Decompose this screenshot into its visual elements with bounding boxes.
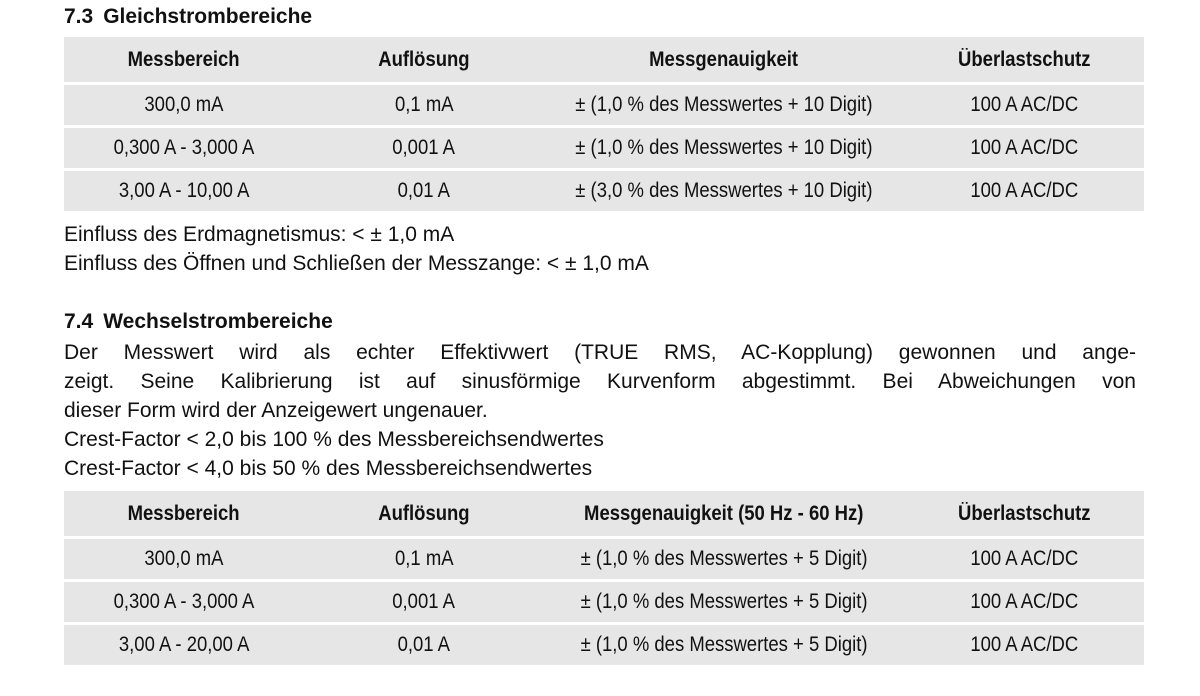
dc-current-ranges-table: [64, 37, 1144, 211]
cell-accuracy: ± (3,0 % des Messwertes + 10 Digit): [544, 171, 904, 211]
cell-overload: 100 A AC/DC: [904, 625, 1144, 665]
cell-overload: 100 A AC/DC: [904, 582, 1144, 625]
section-heading-7-4: [64, 310, 333, 334]
table-row: [64, 128, 1144, 171]
table-row: [64, 582, 1144, 625]
section-7-3-notes: [64, 220, 1136, 278]
cell-resolution: 0,01 A: [304, 625, 544, 665]
cell-resolution: 0,001 A: [304, 582, 544, 625]
section-heading-7-3: [64, 5, 312, 29]
table-header-row: [64, 37, 1144, 85]
crest-factor-line: Crest-Factor < 4,0 bis 50 % des Messbereichsendwertes: [64, 457, 593, 480]
cell-resolution: 0,001 A: [304, 128, 544, 171]
cell-range: 0,300 A - 3,000 A: [64, 582, 304, 625]
column-header-accuracy: Messgenauigkeit: [544, 37, 904, 85]
paragraph-line: zeigt. Seine Kalibrierung ist auf sinusförmige Kurvenform abgestimmt. Bei Abweichungen von: [64, 370, 1136, 393]
cell-range: 300,0 mA: [64, 539, 304, 582]
cell-resolution: 0,01 A: [304, 171, 544, 211]
cell-range: 300,0 mA: [64, 85, 304, 128]
column-header-overload: Überlastschutz: [904, 37, 1144, 85]
cell-overload: 100 A AC/DC: [904, 85, 1144, 128]
note-line: Einfluss des Öffnen und Schließen der Messzange: < ± 1,0 mA: [64, 252, 649, 275]
column-header-overload: Überlastschutz: [904, 491, 1144, 539]
cell-resolution: 0,1 mA: [304, 539, 544, 582]
cell-resolution: 0,1 mA: [304, 85, 544, 128]
table-row: [64, 625, 1144, 665]
column-header-range: Messbereich: [64, 37, 304, 85]
column-header-resolution: Auflösung: [304, 491, 544, 539]
section-7-4-paragraph: [64, 338, 1136, 483]
cell-accuracy: ± (1,0 % des Messwertes + 10 Digit): [544, 128, 904, 171]
column-header-accuracy: Messgenauigkeit (50 Hz - 60 Hz): [544, 491, 904, 539]
crest-factor-line: Crest-Factor < 2,0 bis 100 % des Messbereichsendwertes: [64, 428, 604, 451]
paragraph-line: dieser Form wird der Anzeigewert ungenauer.: [64, 399, 488, 422]
column-header-resolution: Auflösung: [304, 37, 544, 85]
section-title: Wechselstrombereiche: [103, 310, 333, 333]
cell-accuracy: ± (1,0 % des Messwertes + 10 Digit): [544, 85, 904, 128]
table-row: [64, 171, 1144, 211]
cell-range: 3,00 A - 10,00 A: [64, 171, 304, 211]
note-line: Einfluss des Erdmagnetismus: < ± 1,0 mA: [64, 223, 455, 246]
column-header-range: Messbereich: [64, 491, 304, 539]
table-row: [64, 85, 1144, 128]
cell-overload: 100 A AC/DC: [904, 539, 1144, 582]
cell-overload: 100 A AC/DC: [904, 128, 1144, 171]
section-title: Gleichstrombereiche: [103, 5, 313, 28]
cell-accuracy: ± (1,0 % des Messwertes + 5 Digit): [544, 625, 904, 665]
cell-range: 0,300 A - 3,000 A: [64, 128, 304, 171]
section-number: 7.4: [64, 310, 94, 333]
section-number: 7.3: [64, 5, 94, 28]
table-header-row: [64, 491, 1144, 539]
cell-overload: 100 A AC/DC: [904, 171, 1144, 211]
paragraph-line: Der Messwert wird als echter Effektivwert (TRUE RMS, AC-Kopplung) gewonnen und ange-: [64, 341, 1136, 364]
ac-current-ranges-table: [64, 491, 1144, 665]
cell-accuracy: ± (1,0 % des Messwertes + 5 Digit): [544, 539, 904, 582]
cell-range: 3,00 A - 20,00 A: [64, 625, 304, 665]
cell-accuracy: ± (1,0 % des Messwertes + 5 Digit): [544, 582, 904, 625]
table-row: [64, 539, 1144, 582]
